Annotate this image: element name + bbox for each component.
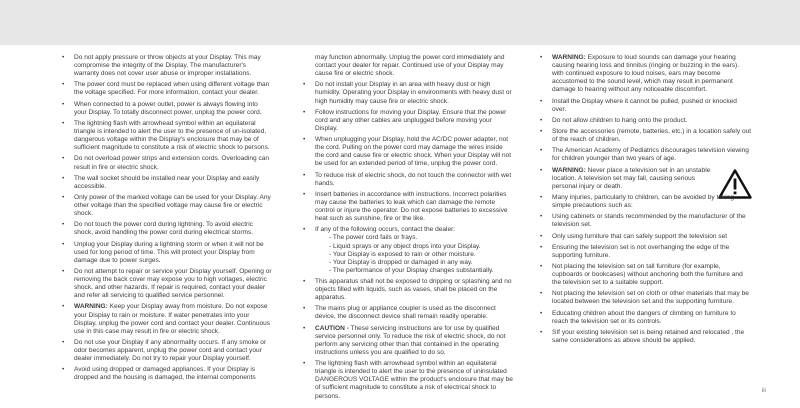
list-item: • Do not attempt to repair or service your Display yourself. Opening or removing the back cover may expose you to high voltages, electric shock, and other hazards. If repair is required, contact your dealer and refer all servicing to qualified service personnel.	[62, 268, 272, 300]
item-text: Do not use your Display if any abnormality occurs. If any smoke or odor becomes apparent, unplug the power cord and contact your dealer immediately. Do not try to repair your Display yourself.	[74, 338, 267, 363]
item-text: Do not apply pressure or throw objects at your Display. This may compromise the integrity of the Display. The manufacturer's warranty does not cover user abuse or improper installations.	[74, 54, 261, 78]
list-item: • Not placing the television set on cloth or other materials that may be located between the television set and the supporting furniture.	[540, 290, 749, 306]
list-item: • Avoid using dropped or damaged appliances. If your Display is dropped and the housing is damaged, the internal components	[62, 366, 256, 382]
list-item: • Only using furniture that can safely support the television set	[540, 232, 728, 240]
item-text: These servicing instructions are for use by qualified service personnel only. To reduce the risk of electric shock, do not perform any servicing other than that contained in the operating instructions unless you are qualified to do so.	[315, 324, 506, 356]
list-item: • If any of the following occurs, contact the dealer: - The power cord fails or frays. - Liquid sprays or any object drops into your Display. - Your Display is exposed to rain or other moisture. - Your Display is dropped or damaged in any way. - The performance of your Display changes substantially.	[303, 226, 513, 275]
list-item: • Do not apply pressure or throw objects at your Display. This may compromise the integrity of the Display. The manufacturer's warranty does not cover user abuse or improper installations.	[62, 54, 261, 78]
item-text: Do not install your Display in an area with heavy dust or high humidity. Operating your Display in environments with heavy dust or high humidity may cause fire or electric shock.	[315, 81, 512, 105]
item-text: Unplug your Display during a lightning storm or when it will not be used for long period of time. This will protect your Display from damage due to power surges.	[74, 240, 264, 264]
item-text: Follow instructions for moving your Display. Ensure that the power cord and any other cables are unplugged before moving your Display.	[315, 108, 507, 132]
column-3	[540, 54, 752, 348]
list-item: • Store the accessories (remote, batteries, etc.) in a location safely out of the reach of children.	[540, 128, 752, 144]
list-item: • WARNING: Keep your Display away from moisture. Do not expose your Display to rain or moisture. If water penetrates into your Display, unplug the power cord and contact your dealer. Continuous use in this case may result in fire or electric shock.	[62, 303, 271, 335]
list-item: • Install the Display where it cannot be pulled, pushed or knocked over.	[540, 97, 737, 113]
list-item: • CAUTION - These servicing instructions are for use by qualified service personnel only. To reduce the risk of electric shock, do not perform any servicing other than that contained in the operating instructions unless you are qualified to do so.	[303, 324, 506, 356]
item-text: Many injuries, particularly to children, can be avoided by taking simple precautions such as:	[552, 193, 734, 210]
continued-text	[303, 54, 513, 78]
item-text: The mains plug or appliance coupler is used as the disconnect device, the disconnect device shall remain readily operable.	[315, 305, 496, 321]
list-item: • Do not touch the power cord during lightning. To avoid electric shock, avoid handling the power cord during electrical storms.	[62, 221, 254, 237]
list-item: • The lightning flash with arrowhead symbol within an equilateral triangle is intended to alert the user to the presence of uninsulated DANGEROUS VOLTAGE within the product's enclosure that may be of sufficient magnitude to constitute a risk of electrical shock to persons.	[303, 360, 513, 400]
list-item: • When connected to a power outlet, power is always flowing into your Display. To totally disconnect power, unplug the power cord.	[62, 100, 262, 116]
item-text: Never place a television set in an unstable location. A television set may fall, causing serious personal injury or death.	[552, 166, 711, 190]
list-item: • The mains plug or appliance coupler is used as the disconnect device, the disconnect device shall remain readily operable.	[303, 305, 496, 321]
safety-list-1	[62, 54, 272, 383]
item-text: Using cabinets or stands recommended by the manufacturer of the television set.	[552, 213, 746, 229]
item-text: Educating children about the dangers of climbing on furniture to reach the television set or its controls.	[552, 309, 736, 325]
item-text: SIf your existing television set is being retained and relocated , the same considerations as above should be applied.	[552, 328, 745, 345]
list-item: • Do not overload power strips and extension cords. Overloading can result in fire or electric shock.	[62, 155, 270, 171]
item-text: Not placing the television set on tall furniture (for example, cupboards or bookcases) without anchoring both the furniture and the television set to a suitable support.	[552, 263, 743, 287]
list-item: • Ensuring the television set is not overhanging the edge of the supporting furniture.	[540, 243, 730, 259]
list-item: • Many injuries, particularly to children, can be avoided by taking simple precautions such as:	[540, 193, 734, 210]
list-item: • Insert batteries in accordance with instructions. Incorrect polarities may cause the batteries to leak which can damage the remote control or injure the operator. Do not expose batteries to excessive heat such as sunshine, fire or the like.	[303, 190, 508, 223]
item-text: When unplugging your Display, hold the AC/DC power adapter, not the cord. Pulling on the power cord may damage the wires inside the cord and cause fire or electric shock. When your Display will not be used for an extended period of time, unplug the power cord.	[315, 136, 512, 168]
header-bar	[0, 0, 800, 45]
item-text: The lightning flash with arrowhead symbol within an equilateral triangle is intended to alert the user to the presence of uninsulated DANGEROUS VOLTAGE within the product's enclosure that may be of sufficient magnitude to constitute a risk of electrical shock to persons.	[315, 360, 513, 400]
item-text: Store the accessories (remote, batteries, etc.) in a location safely out of the reach of children.	[552, 128, 752, 144]
list-item: • WARNING: Never place a television set in an unstable location. A television set may fall, causing serious personal injury or death.	[540, 167, 752, 191]
list-item: • To reduce risk of electric shock, do not touch the connector with wet hands.	[303, 171, 512, 187]
sub-item: - The performance of your Display changes substantially.	[329, 266, 494, 274]
item-text: This apparatus shall not be exposed to dripping or splashing and no objects filled with liquids, such as vases, shall be placed on the apparatus.	[315, 278, 512, 302]
item-text: Do not touch the power cord during lightning. To avoid electric shock, avoid handling the power cord during electrical storms.	[74, 221, 254, 237]
list-item: • SIf your existing television set is being retained and relocated , the same considerations as above should be applied.	[540, 328, 745, 345]
list-item: • The lightning flash with arrowhead symbol within an equilateral triangle is intended to alert the user to the presence of un-isolated, dangerous voltage within the Display's enclosure that may be of sufficient magnitude to constitute a risk of electric shock to persons.	[62, 119, 270, 152]
sub-item: - Liquid sprays or any object drops into your Display.	[329, 242, 481, 250]
item-text: Insert batteries in accordance with instructions. Incorrect polarities may cause the batteries to leak which can damage the remote control or injure the operator. Do not expose batteries to excessive heat such as sunshine, fire or the like.	[315, 190, 508, 223]
caution-label: CAUTION -	[315, 324, 349, 332]
safety-list-3	[540, 54, 752, 345]
item-text: Do not attempt to repair or service your Display yourself. Opening or removing the back cover may expose you to high voltages, electric shock, and other hazards. If repair is required, contact your dealer and refer all servicing to qualified service personnel.	[74, 268, 272, 300]
item-text: The American Academy of Pediatrics discourages television viewing for children younger than two years of age.	[552, 147, 749, 163]
list-item: • The American Academy of Pediatrics discourages television viewing for children younger than two years of age.	[540, 147, 749, 163]
item-text: Do not overload power strips and extension cords. Overloading can result in fire or electric shock.	[74, 155, 270, 171]
list-item: • Do not use your Display if any abnormality occurs. If any smoke or odor becomes apparent, unplug the power cord and contact your dealer immediately. Do not try to repair your Display yourself.	[62, 338, 267, 363]
list-item: • The power cord must be replaced when using different voltage than the voltage specified. For more information, contact your dealer.	[62, 81, 270, 97]
item-text: Avoid using dropped or damaged appliances. If your Display is dropped and the housing is damaged, the internal components	[74, 366, 256, 382]
item-text: may function abnormally. Unplug the power cord immediately and contact your dealer for repair. Continued use of your Display may cause fire or electric shock.	[315, 54, 505, 78]
item-text: If any of the following occurs, contact the dealer:	[315, 226, 456, 234]
item-text: The power cord must be replaced when using different voltage than the voltage specified. For more information, contact your dealer.	[74, 81, 270, 97]
page-number: iii	[761, 387, 766, 394]
item-text: Ensuring the television set is not overhanging the edge of the supporting furniture.	[552, 243, 730, 259]
warning-label: WARNING:	[74, 303, 108, 311]
warning-label: WARNING:	[552, 166, 586, 174]
list-item: • Do not allow children to hang onto the product.	[540, 116, 688, 124]
list-item: • When unplugging your Display, hold the AC/DC power adapter, not the cord. Pulling on the power cord may damage the wires inside the cord and cause fire or electric shock. When your Display will not be used for an extended period of time, unplug the power cord.	[303, 136, 512, 168]
list-item: • WARNING: Exposure to loud sounds can damage your hearing causing hearing loss and tinnitus (ringing or buzzing in the ears). with continued exposure to loud noises, ears may become accustomed to the sound level, which may result in permanent damage to hearing without any noticeable discomfort.	[540, 54, 740, 94]
list-item: • The wall socket should be installed near your Display and easily accessible.	[62, 174, 260, 190]
item-text: Exposure to loud sounds can damage your hearing causing hearing loss and tinnitus (ringing or buzzing in the ears). with continued exposure to loud noises, ears may become accustomed to the sound level, which may result in permanent damage to hearing without any noticeable discomfort.	[552, 54, 740, 94]
item-text: Only power of the marked voltage can be used for your Display. Any other voltage than the specified voltage may cause fire or electric shock.	[74, 193, 271, 218]
list-item: • This apparatus shall not be exposed to dripping or splashing and no objects filled with liquids, such as vases, shall be placed on the apparatus.	[303, 278, 512, 302]
item-text: The lightning flash with arrowhead symbol within an equilateral triangle is intended to alert the user to the presence of un-isolated, dangerous voltage within the Display's enclosure that may be of sufficient magnitude to constitute a risk of electric shock to persons.	[74, 119, 270, 152]
item-text: When connected to a power outlet, power is always flowing into your Display. To totally disconnect power, unplug the power cord.	[74, 100, 262, 116]
list-item: • Not placing the television set on tall furniture (for example, cupboards or bookcases) without anchoring both the furniture and the television set to a suitable support.	[540, 263, 743, 287]
item-text: The wall socket should be installed near your Display and easily accessible.	[74, 174, 260, 190]
item-text: Do not allow children to hang onto the product.	[552, 116, 688, 124]
list-item: • Do not install your Display in an area with heavy dust or high humidity. Operating your Display in environments with heavy dust or high humidity may cause fire or electric shock.	[303, 81, 512, 105]
item-text: To reduce risk of electric shock, do not touch the connector with wet hands.	[315, 171, 512, 187]
column-2	[303, 54, 513, 404]
safety-list-2	[303, 54, 513, 401]
item-text: Keep your Display away from moisture. Do not expose your Display to rain or moisture. If water penetrates into your Display, unplug the power cord and contact your dealer. Continuous use in this case may result in fire or electric shock.	[74, 303, 271, 335]
sub-item: - The power cord fails or frays.	[329, 234, 418, 242]
list-item: • Using cabinets or stands recommended by the manufacturer of the television set.	[540, 213, 746, 229]
item-text: Not placing the television set on cloth or other materials that may be located between the television set and the supporting furniture.	[552, 290, 749, 306]
list-item: • Unplug your Display during a lightning storm or when it will not be used for long period of time. This will protect your Display from damage due to power surges.	[62, 240, 264, 264]
list-item: • Follow instructions for moving your Display. Ensure that the power cord and any other cables are unplugged before moving your Display.	[303, 108, 507, 132]
sub-item: - Your Display is dropped or damaged in any way.	[329, 258, 473, 266]
item-text: Only using furniture that can safely support the television set	[552, 232, 728, 240]
list-item: • Only power of the marked voltage can be used for your Display. Any other voltage than the specified voltage may cause fire or electric shock.	[62, 193, 271, 218]
warning-label: WARNING:	[552, 54, 586, 61]
column-1	[62, 54, 272, 386]
item-text: Install the Display where it cannot be pulled, pushed or knocked over.	[552, 97, 737, 113]
sub-item: - Your Display is exposed to rain or other moisture.	[329, 250, 476, 258]
list-item: • Educating children about the dangers of climbing on furniture to reach the television set or its controls.	[540, 309, 736, 325]
